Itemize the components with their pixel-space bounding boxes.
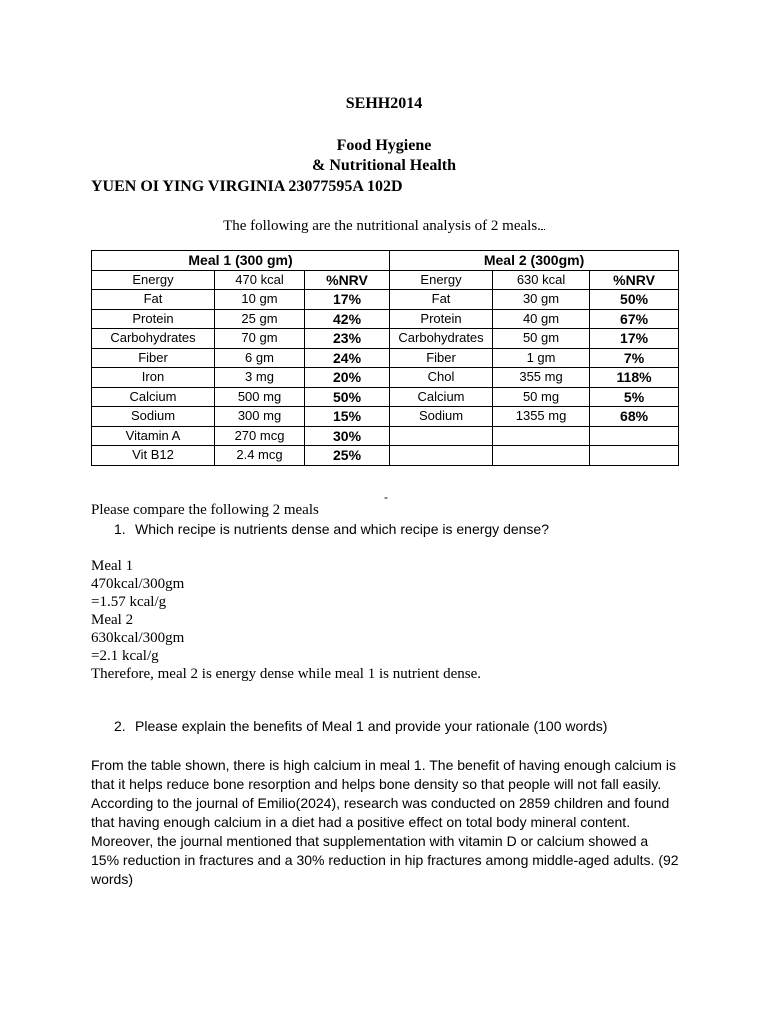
table-row [92,387,679,407]
table-cell: 30 gm [493,290,590,310]
table-row [92,426,679,446]
table-cell: 17% [305,290,390,310]
answer-line: that it helps reduce bone resorption and helps bone density so that people will not fall easily. [91,776,662,792]
calc-line: 470kcal/300gm [91,576,185,592]
course-code: SEHH2014 [345,95,423,112]
answer-line: 15% reduction in fractures and a 30% reduction in hip fractures among middle-aged adults. (92 [91,852,679,868]
table-cell: Fat [390,290,493,310]
table-cell: Fiber [390,348,493,368]
table-cell: Protein [92,309,215,329]
table-cell: 30% [305,426,390,446]
table-cell: 24% [305,348,390,368]
question-1-text: Which recipe is nutrients dense and which recipe is energy dense? [135,521,550,537]
table-cell: 67% [590,309,679,329]
table-cell [590,426,679,446]
table-row [92,368,679,388]
question-2-number: 2. [114,718,126,734]
table-cell: Iron [92,368,215,388]
table-cell: 1355 mg [493,407,590,427]
table-cell [493,426,590,446]
table-cell: 10 gm [215,290,305,310]
answer-line: that having enough calcium in a diet had a positive effect on total body mineral content. [91,814,631,830]
table-cell: 20% [305,368,390,388]
answer-paragraph [91,756,681,889]
table-cell: 17% [590,329,679,349]
table-row [92,348,679,368]
table-cell: 3 mg [215,368,305,388]
table-cell: Chol [390,368,493,388]
meal1-header: Meal 1 (300 gm) [92,251,390,271]
table-cell: 15% [305,407,390,427]
table-cell: 500 mg [215,387,305,407]
table-cell: 68% [590,407,679,427]
table-cell: %NRV [305,270,390,290]
document-title-line1: Food Hygiene [336,137,432,154]
table-cell [493,446,590,466]
table-row [92,329,679,349]
questions-intro: Please compare the following 2 meals [91,502,319,518]
table-cell: 25 gm [215,309,305,329]
table-cell: 300 mg [215,407,305,427]
table-row [92,270,679,290]
calc-line: Meal 1 [91,558,134,574]
nutrition-table-body [92,251,679,466]
table-cell: Fat [92,290,215,310]
table-cell: 50% [590,290,679,310]
calculation-block [91,557,481,683]
calc-line: Meal 2 [91,612,134,628]
table-cell: 50 gm [493,329,590,349]
table-cell: 5% [590,387,679,407]
table-row [92,309,679,329]
table-cell [390,446,493,466]
table-cell: 118% [590,368,679,388]
stray-dash: - [384,490,388,504]
table-cell: Vit B12 [92,446,215,466]
table-cell: Protein [390,309,493,329]
author-line: YUEN OI YING VIRGINIA 23077595A 102D [91,178,403,195]
table-cell: Sodium [390,407,493,427]
table-cell: 470 kcal [215,270,305,290]
table-cell: 630 kcal [493,270,590,290]
table-cell: Energy [390,270,493,290]
table-cell: 23% [305,329,390,349]
intro-sentence: The following are the nutritional analysis of 2 meals. [223,218,541,234]
table-cell: 7% [590,348,679,368]
table-cell: 25% [305,446,390,466]
table-cell: 1 gm [493,348,590,368]
table-cell: Sodium [92,407,215,427]
table-cell: 42% [305,309,390,329]
table-cell: 40 gm [493,309,590,329]
meal2-header: Meal 2 (300gm) [390,251,679,271]
table-cell: Calcium [390,387,493,407]
table-row [92,446,679,466]
table-cell: Calcium [92,387,215,407]
question-2 [114,718,607,734]
table-cell: Energy [92,270,215,290]
table-row [92,290,679,310]
table-row [92,407,679,427]
table-cell: Fiber [92,348,215,368]
table-cell: 70 gm [215,329,305,349]
document-title-line2: & Nutritional Health [312,157,456,174]
table-header-row [92,251,679,271]
question-1 [114,521,549,537]
table-cell: 50% [305,387,390,407]
table-cell: 270 mcg [215,426,305,446]
answer-line: From the table shown, there is high calcium in meal 1. The benefit of having enough calcium is [91,757,676,773]
intro-text [0,215,768,235]
intro-underline-mark [541,215,545,230]
calc-line: 630kcal/300gm [91,630,185,646]
table-cell: Carbohydrates [92,329,215,349]
table-cell: %NRV [590,270,679,290]
question-2-text: Please explain the benefits of Meal 1 and provide your rationale (100 words) [135,718,608,734]
calc-line: =1.57 kcal/g [91,594,167,610]
answer-line: According to the journal of Emilio(2024), research was conducted on 2859 children and found [91,795,670,811]
answer-line: Moreover, the journal mentioned that supplementation with vitamin D or calcium showed a [91,833,649,849]
calc-line: =2.1 kcal/g [91,648,159,664]
table-cell: Vitamin A [92,426,215,446]
table-cell: 355 mg [493,368,590,388]
table-cell [390,426,493,446]
table-cell: 6 gm [215,348,305,368]
table-cell: Carbohydrates [390,329,493,349]
nutrition-table [91,250,679,466]
calc-line: Therefore, meal 2 is energy dense while meal 1 is nutrient dense. [91,666,482,682]
table-cell: 50 mg [493,387,590,407]
question-1-number: 1. [114,521,126,537]
answer-line: words) [91,871,134,887]
table-cell: 2.4 mcg [215,446,305,466]
table-cell [590,446,679,466]
